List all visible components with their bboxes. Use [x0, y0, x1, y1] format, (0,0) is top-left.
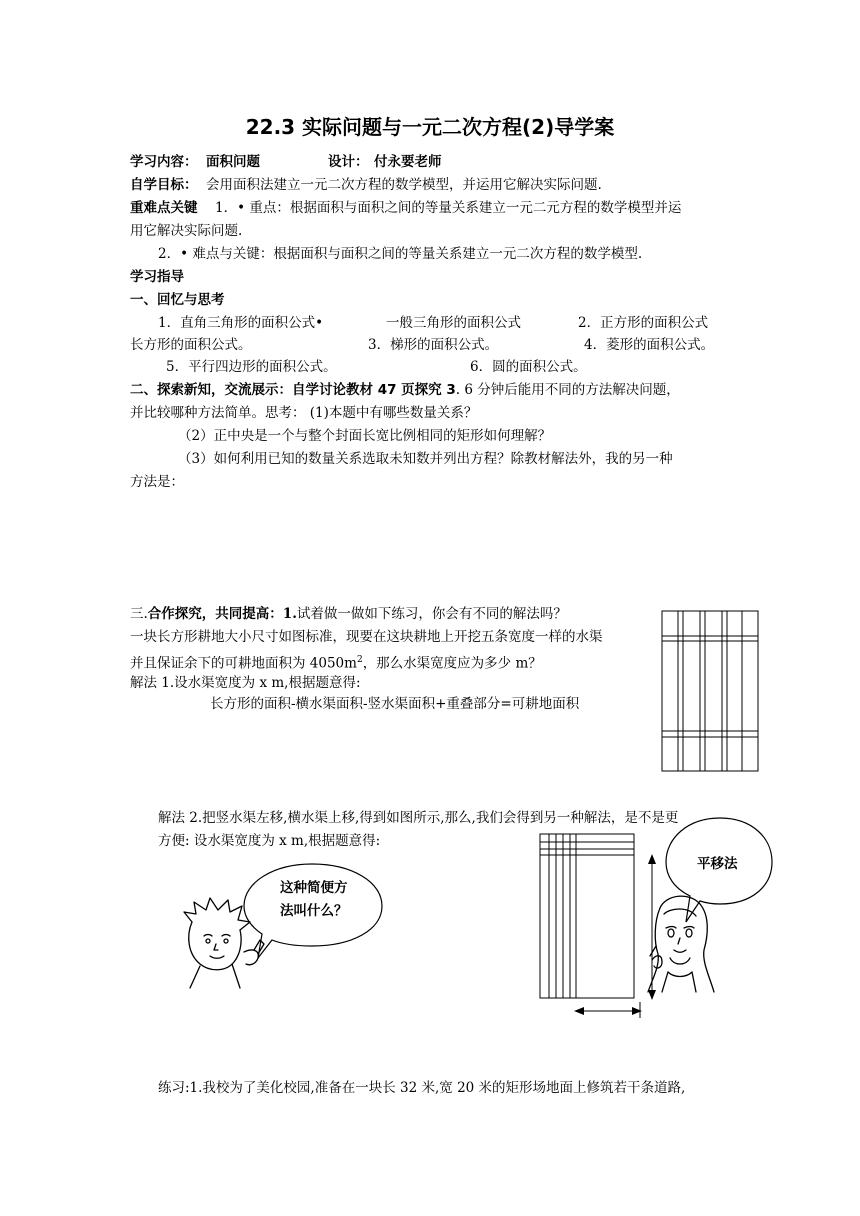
farmland-figure [660, 610, 760, 772]
recall-item-3: 3．梯形的面积公式。 [368, 337, 499, 353]
page-title: 22.3 实际问题与一元二次方程(2)导学案 [245, 115, 615, 139]
recall-item-6: 6．圆的面积公式。 [470, 359, 587, 375]
girl-cartoon [640, 888, 720, 998]
design-value: 付永要老师 [374, 154, 442, 170]
section3-heading-prefix: 三. [130, 606, 148, 622]
left-bubble-line-2: 法叫什么？ [280, 903, 348, 919]
key-line-2: 用它解决实际问题. [130, 223, 243, 239]
section2-heading: 二、探索新知，交流展示：自学讨论教材 47 页探究 3 [130, 382, 456, 398]
key-label: 重难点关键 [130, 200, 198, 216]
recall-item-2b: 长方形的面积公式。 [130, 337, 252, 353]
recall-item-4: 4．菱形的面积公式。 [584, 337, 715, 353]
key-line-1: 1．• 重点：根据面积与面积之间的等量关系建立一元二元方程的数学模型并运 [215, 200, 682, 216]
section3-heading-line [130, 604, 567, 624]
section3-heading-num: 1. [282, 606, 297, 622]
left-bubble-line-1: 这种简便方 [280, 880, 348, 896]
guide-heading: 学习指导 [130, 269, 184, 285]
recall-item-1b: 一般三角形的面积公式 [386, 315, 521, 331]
problem-line-1: 一块长方形耕地大小尺寸如图标准，现要在这块耕地上开挖五条宽度一样的水渠 [130, 629, 603, 645]
content-label: 学习内容： [130, 154, 198, 170]
content-value: 面积问题 [206, 154, 260, 170]
problem-line-2 [130, 650, 542, 674]
section2-question-3: （3）如何利用已知的数量关系选取未知数并列出方程？除教材解法外，我的另一种 [178, 451, 673, 467]
boy-cartoon [170, 892, 280, 990]
area-unit-exponent: 2 [356, 655, 363, 665]
goal-text: 会用面积法建立一元二次方程的数学模型，并运用它解决实际问题. [206, 177, 602, 193]
solution-1: 解法 1.设水渠宽度为 x m,根据题意得: [130, 675, 361, 691]
section3-heading-tail: 试着做一做如下练习，你会有不同的解法吗？ [296, 606, 567, 622]
key-line-3: 2．• 难点与关键：根据面积与面积之间的等量关系建立一元二次方程的数学模型. [158, 246, 643, 262]
section2-question-3b: 方法是： [130, 474, 184, 490]
recall-item-2: 2．正方形的面积公式 [578, 315, 709, 331]
section2-question-2: （2）正中央是一个与整个封面长宽比例相同的矩形如何理解？ [178, 428, 552, 444]
solution-2-line-2: 方便: 设水渠宽度为 x m,根据题意得: [158, 833, 381, 849]
solution-2-line-1: 解法 2.把竖水渠左移,横水渠上移,得到如图所示,那么,我们会得到另一种解法，是不是更 [158, 810, 679, 826]
section2-heading-line [130, 380, 680, 400]
right-bubble-text: 平移法 [697, 856, 738, 872]
recall-item-1: 1．直角三角形的面积公式• [158, 315, 324, 331]
problem-line-2a: 并且保证余下的可耕地面积为 4050m [130, 655, 357, 672]
section1-heading: 一、回忆与思考 [130, 292, 225, 308]
practice-line: 练习:1.我校为了美化校园,准备在一块长 32 米,宽 20 米的矩形场地面上修筑若干条道路, [158, 1080, 686, 1096]
section2-line-2: 并比较哪种方法简单。思考： (1)本题中有哪些数量关系？ [130, 405, 478, 421]
section2-heading-tail: . 6 分钟后能用不同的方法解决问题， [455, 382, 680, 398]
problem-line-2b: ，那么水渠宽度应为多少 m？ [362, 655, 542, 672]
solution-1-equation: 长方形的面积-横水渠面积-竖水渠面积+重叠部分=可耕地面积 [210, 696, 580, 712]
section3-heading: 合作探究，共同提高： [147, 606, 283, 622]
recall-item-5: 5．平行四边形的面积公式。 [166, 359, 337, 375]
design-label: 设计： [328, 154, 369, 170]
goal-label: 自学目标： [130, 177, 198, 193]
